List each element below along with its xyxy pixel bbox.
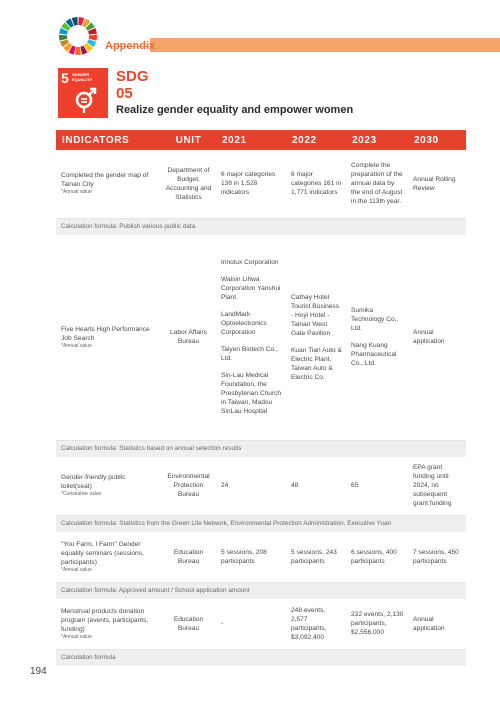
formula-cell: Calculation formula: Approved amount / School application amount	[56, 582, 466, 599]
formula-row	[56, 649, 466, 666]
list-item: Taiyen Biotech Co., Ltd.	[221, 346, 278, 363]
indicator-cell: "You Farm, I Farm" Gender equality seminars (sessions, participants) *Annual value	[56, 532, 161, 582]
header-2021: 2021	[216, 130, 286, 150]
formula-row	[56, 582, 466, 599]
unit-cell: Education Bureau	[161, 532, 216, 582]
list-item: Nang Kuang Pharmaceutical Co., Ltd.	[351, 342, 397, 368]
header-unit: UNIT	[161, 130, 216, 150]
page-number: 194	[30, 666, 47, 677]
header-accent-bar	[150, 38, 500, 52]
indicator-cell: Five Hearts High Performance Job Search *Annual value	[56, 235, 161, 440]
value-2023-cell: Complete the preparation of the annual data by the end of August in the 113th year.	[346, 150, 408, 218]
value-2022-cell	[286, 235, 346, 440]
list-item: Sumika Technology Co., Ltd.	[351, 307, 399, 333]
formula-cell: Calculation formula: Publish various public data	[56, 218, 466, 235]
indicator-cell: Gender-friendly public toilet(seat) *Cumulative value	[56, 457, 161, 515]
indicator-cell: Completed the gender map of Tainan City *Annual value	[56, 150, 161, 218]
indicators-table	[56, 130, 466, 666]
value-2030-cell: Annual Rolling Review	[408, 150, 466, 218]
unit-cell: Education Bureau	[161, 599, 216, 649]
formula-cell: Calculation formula	[56, 649, 466, 666]
unit-cell: Labor Affairs Bureau	[161, 235, 216, 440]
list-item: Innolux Corporation	[221, 259, 279, 267]
formula-cell: Calculation formula: Statistics based on annual selection results	[56, 440, 466, 457]
sdg-wheel-icon	[58, 16, 98, 56]
sdg-badge-caption: GENDER EQUALITY	[72, 72, 93, 82]
formula-row	[56, 218, 466, 235]
table-header-row	[56, 130, 466, 150]
table-row	[56, 599, 466, 649]
value-2021-cell: -	[216, 599, 286, 649]
header-2030: 2030	[408, 130, 466, 150]
value-2030-cell: Annual application	[408, 599, 466, 649]
sdg-badge-number: 5	[61, 70, 69, 86]
sdg-5-badge	[58, 68, 108, 118]
indicator-cell: Menstrual products donation program (events, participants, funding) *Annual value	[56, 599, 161, 649]
value-2023-cell: 232 events, 2,130 participants, $2,556,000	[346, 599, 408, 649]
table-row	[56, 457, 466, 515]
value-2021-cell: 5 sessions, 208 participants	[216, 532, 286, 582]
table-row	[56, 532, 466, 582]
value-2022-cell: 5 sessions, 243 participants	[286, 532, 346, 582]
section-label: Appendix	[105, 40, 156, 52]
value-2021-cell: 24	[216, 457, 286, 515]
table-row	[56, 150, 466, 218]
value-2030-cell: EPA grant funding until 2024, no subsequent grant funding	[408, 457, 466, 515]
list-item: Walsin Lihwa Corporation Yanshui Plant	[221, 276, 281, 302]
formula-cell: Calculation formula: Statistics from the Green Life Network, Environmental Protection Administration, Executive Yuan	[56, 515, 466, 532]
value-2022-cell: 6 major categories 161 in 1,771 indicators	[286, 150, 346, 218]
list-item: LandMark Optoelectronics Corporation	[221, 311, 267, 337]
gender-equality-icon	[71, 85, 99, 113]
table-row	[56, 235, 466, 440]
value-2030-cell: Annual application	[408, 235, 466, 440]
formula-row	[56, 440, 466, 457]
unit-cell: Department of Budget, Accounting and Statistics	[161, 150, 216, 218]
page-header	[0, 0, 500, 62]
header-2023: 2023	[346, 130, 408, 150]
value-2022-cell: 248 events, 2,577 participants, $3,092,400	[286, 599, 346, 649]
header-indicators: INDICATORS	[56, 130, 161, 150]
value-2022-cell: 48	[286, 457, 346, 515]
list-item: Sin-Lau Medical Foundation, the Presbyterian Church in Taiwan, Madou SinLau Hospital	[221, 372, 282, 416]
value-2021-cell	[216, 235, 286, 440]
sdg-title: SDG 05	[116, 68, 149, 102]
value-2021-cell: 6 major categories 138 in 1,528 indicators	[216, 150, 286, 218]
list-item: Cathay Hotel Tourist Business - Hoyi Hotel - Tainan West Gate Pavilion	[291, 293, 340, 337]
value-2023-cell: 6 sessions, 400 participants	[346, 532, 408, 582]
unit-cell: Environmental Protection Bureau	[161, 457, 216, 515]
sdg-subtitle: Realize gender equality and empower women	[116, 104, 354, 116]
list-item: Kuan Tian Auto & Electric Plant, Taiwan Auto & Electric Co.	[291, 346, 342, 381]
header-2022: 2022	[286, 130, 346, 150]
value-2023-cell	[346, 235, 408, 440]
value-2023-cell: 65	[346, 457, 408, 515]
formula-row	[56, 515, 466, 532]
value-2030-cell: 7 sessions, 450 participants	[408, 532, 466, 582]
